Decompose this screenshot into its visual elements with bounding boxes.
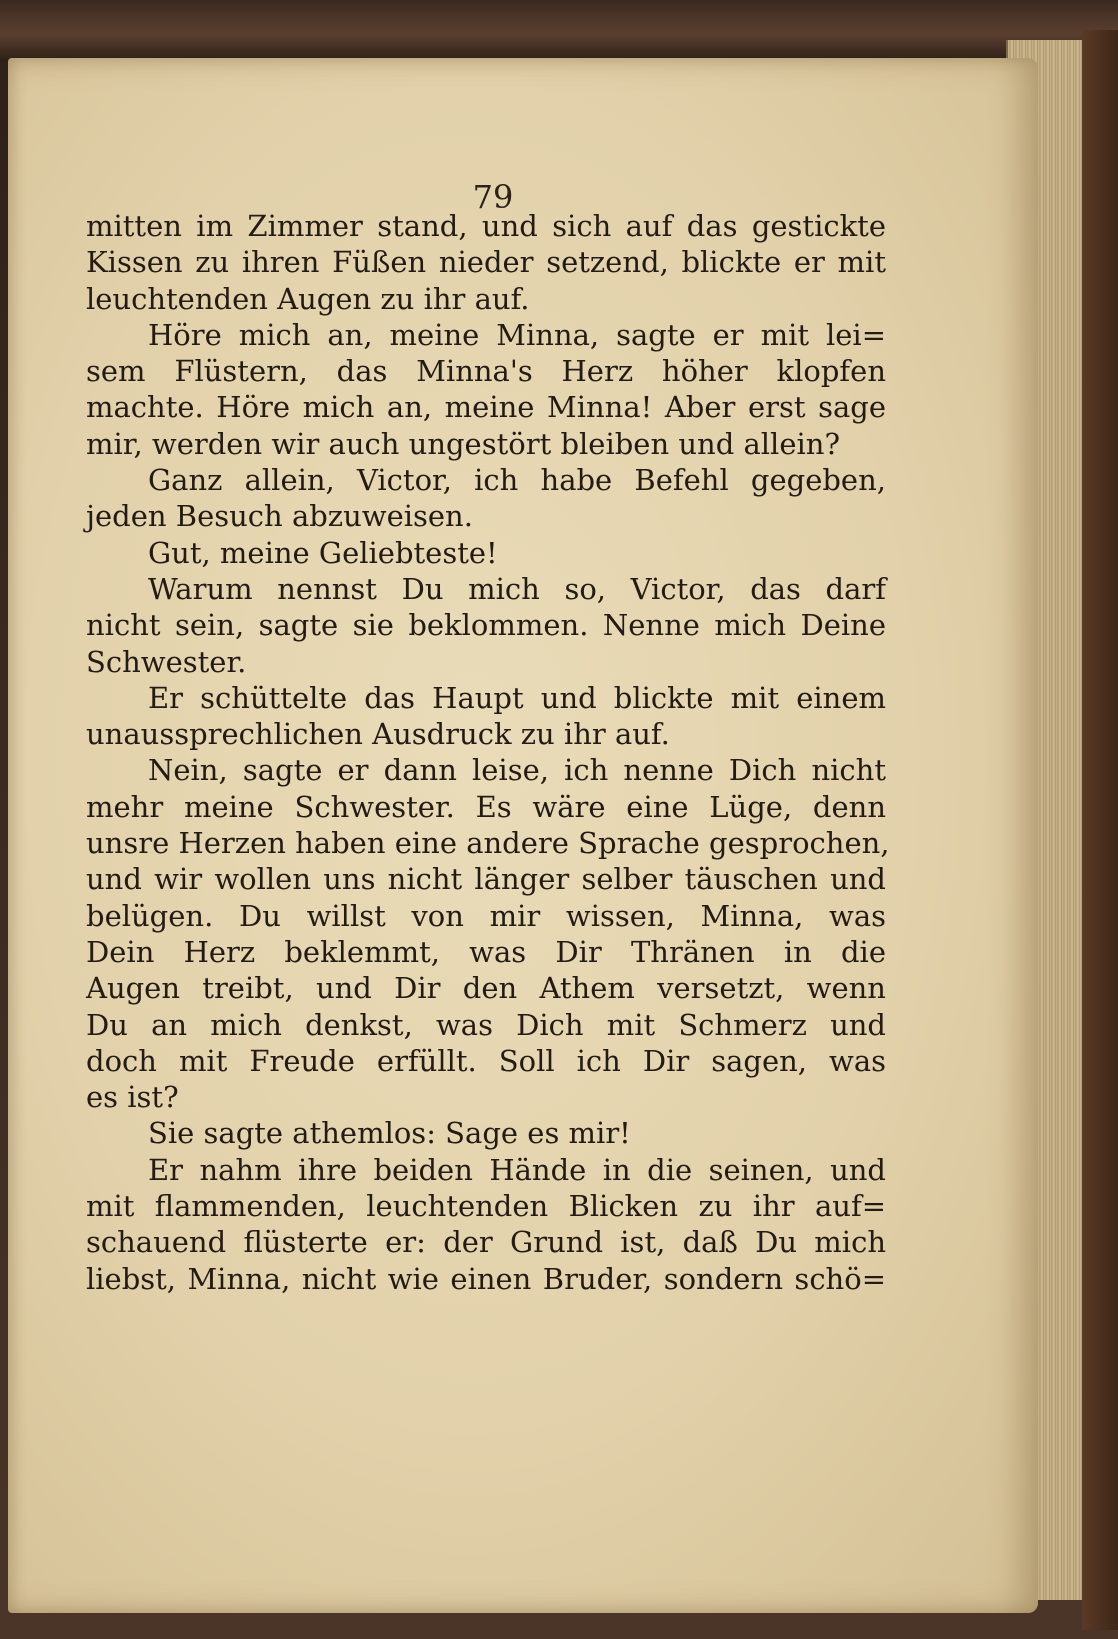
book-page: [8, 58, 1038, 1613]
text-line: belügen. Du willst von mir wissen, Minna, was: [86, 898, 886, 933]
book-top-edge: [0, 0, 1118, 62]
text-line: Er schüttelte das Haupt und blickte mit einem: [148, 680, 886, 715]
text-line: und wir wollen uns nicht länger selber täuschen und: [86, 862, 886, 897]
text-line: Sie sagte athemlos: Sage es mir!: [148, 1116, 631, 1151]
text-line: Warum nennst Du mich so, Victor, das darf: [148, 571, 886, 606]
text-line: liebst, Minna, nicht wie einen Bruder, sondern schö=: [86, 1261, 886, 1296]
text-line: nicht sein, sagte sie beklommen. Nenne mich Deine: [86, 608, 886, 643]
text-line: mehr meine Schwester. Es wäre eine Lüge, denn: [86, 789, 886, 824]
text-line: Höre mich an, meine Minna, sagte er mit lei=: [148, 317, 886, 352]
text-line: Dein Herz beklemmt, was Dir Thränen in die: [86, 934, 886, 969]
text-line: Du an mich denkst, was Dich mit Schmerz und: [86, 1007, 886, 1042]
text-line: es ist?: [86, 1080, 179, 1115]
text-line: Gut, meine Geliebteste!: [148, 535, 498, 570]
text-line: mitten im Zimmer stand, und sich auf das gestickte: [86, 209, 886, 243]
text-line: sem Flüstern, das Minna's Herz höher klopfen: [86, 354, 886, 389]
text-line: mit flammenden, leuchtenden Blicken zu ihr auf=: [86, 1189, 886, 1224]
text-line: doch mit Freude erfüllt. Soll ich Dir sagen, was: [86, 1043, 886, 1078]
text-line: jeden Besuch abzuweisen.: [86, 499, 473, 534]
page-number: 79: [472, 178, 514, 216]
text-line: Ganz allein, Victor, ich habe Befehl gegeben,: [148, 463, 886, 498]
text-line: machte. Höre mich an, meine Minna! Aber erst sage: [86, 390, 886, 425]
text-line: mir, werden wir auch ungestört bleiben und allein?: [86, 426, 840, 461]
text-line: unsre Herzen haben eine andere Sprache gesprochen,: [86, 826, 890, 861]
book-cover-edge: [1082, 30, 1118, 1630]
body-text: [86, 208, 890, 1297]
text-line: Kissen zu ihren Füßen nieder setzend, blickte er mit: [86, 245, 886, 280]
text-line: Er nahm ihre beiden Hände in die seinen, und: [148, 1152, 886, 1187]
text-line: unaussprechlichen Ausdruck zu ihr auf.: [86, 717, 670, 752]
text-line: Augen treibt, und Dir den Athem versetzt, wenn: [86, 971, 886, 1006]
text-line: leuchtenden Augen zu ihr auf.: [86, 281, 530, 316]
text-line: Nein, sagte er dann leise, ich nenne Dich nicht: [148, 753, 886, 788]
text-line: Schwester.: [86, 644, 247, 679]
text-line: schauend flüsterte er: der Grund ist, daß Du mich: [86, 1225, 886, 1260]
